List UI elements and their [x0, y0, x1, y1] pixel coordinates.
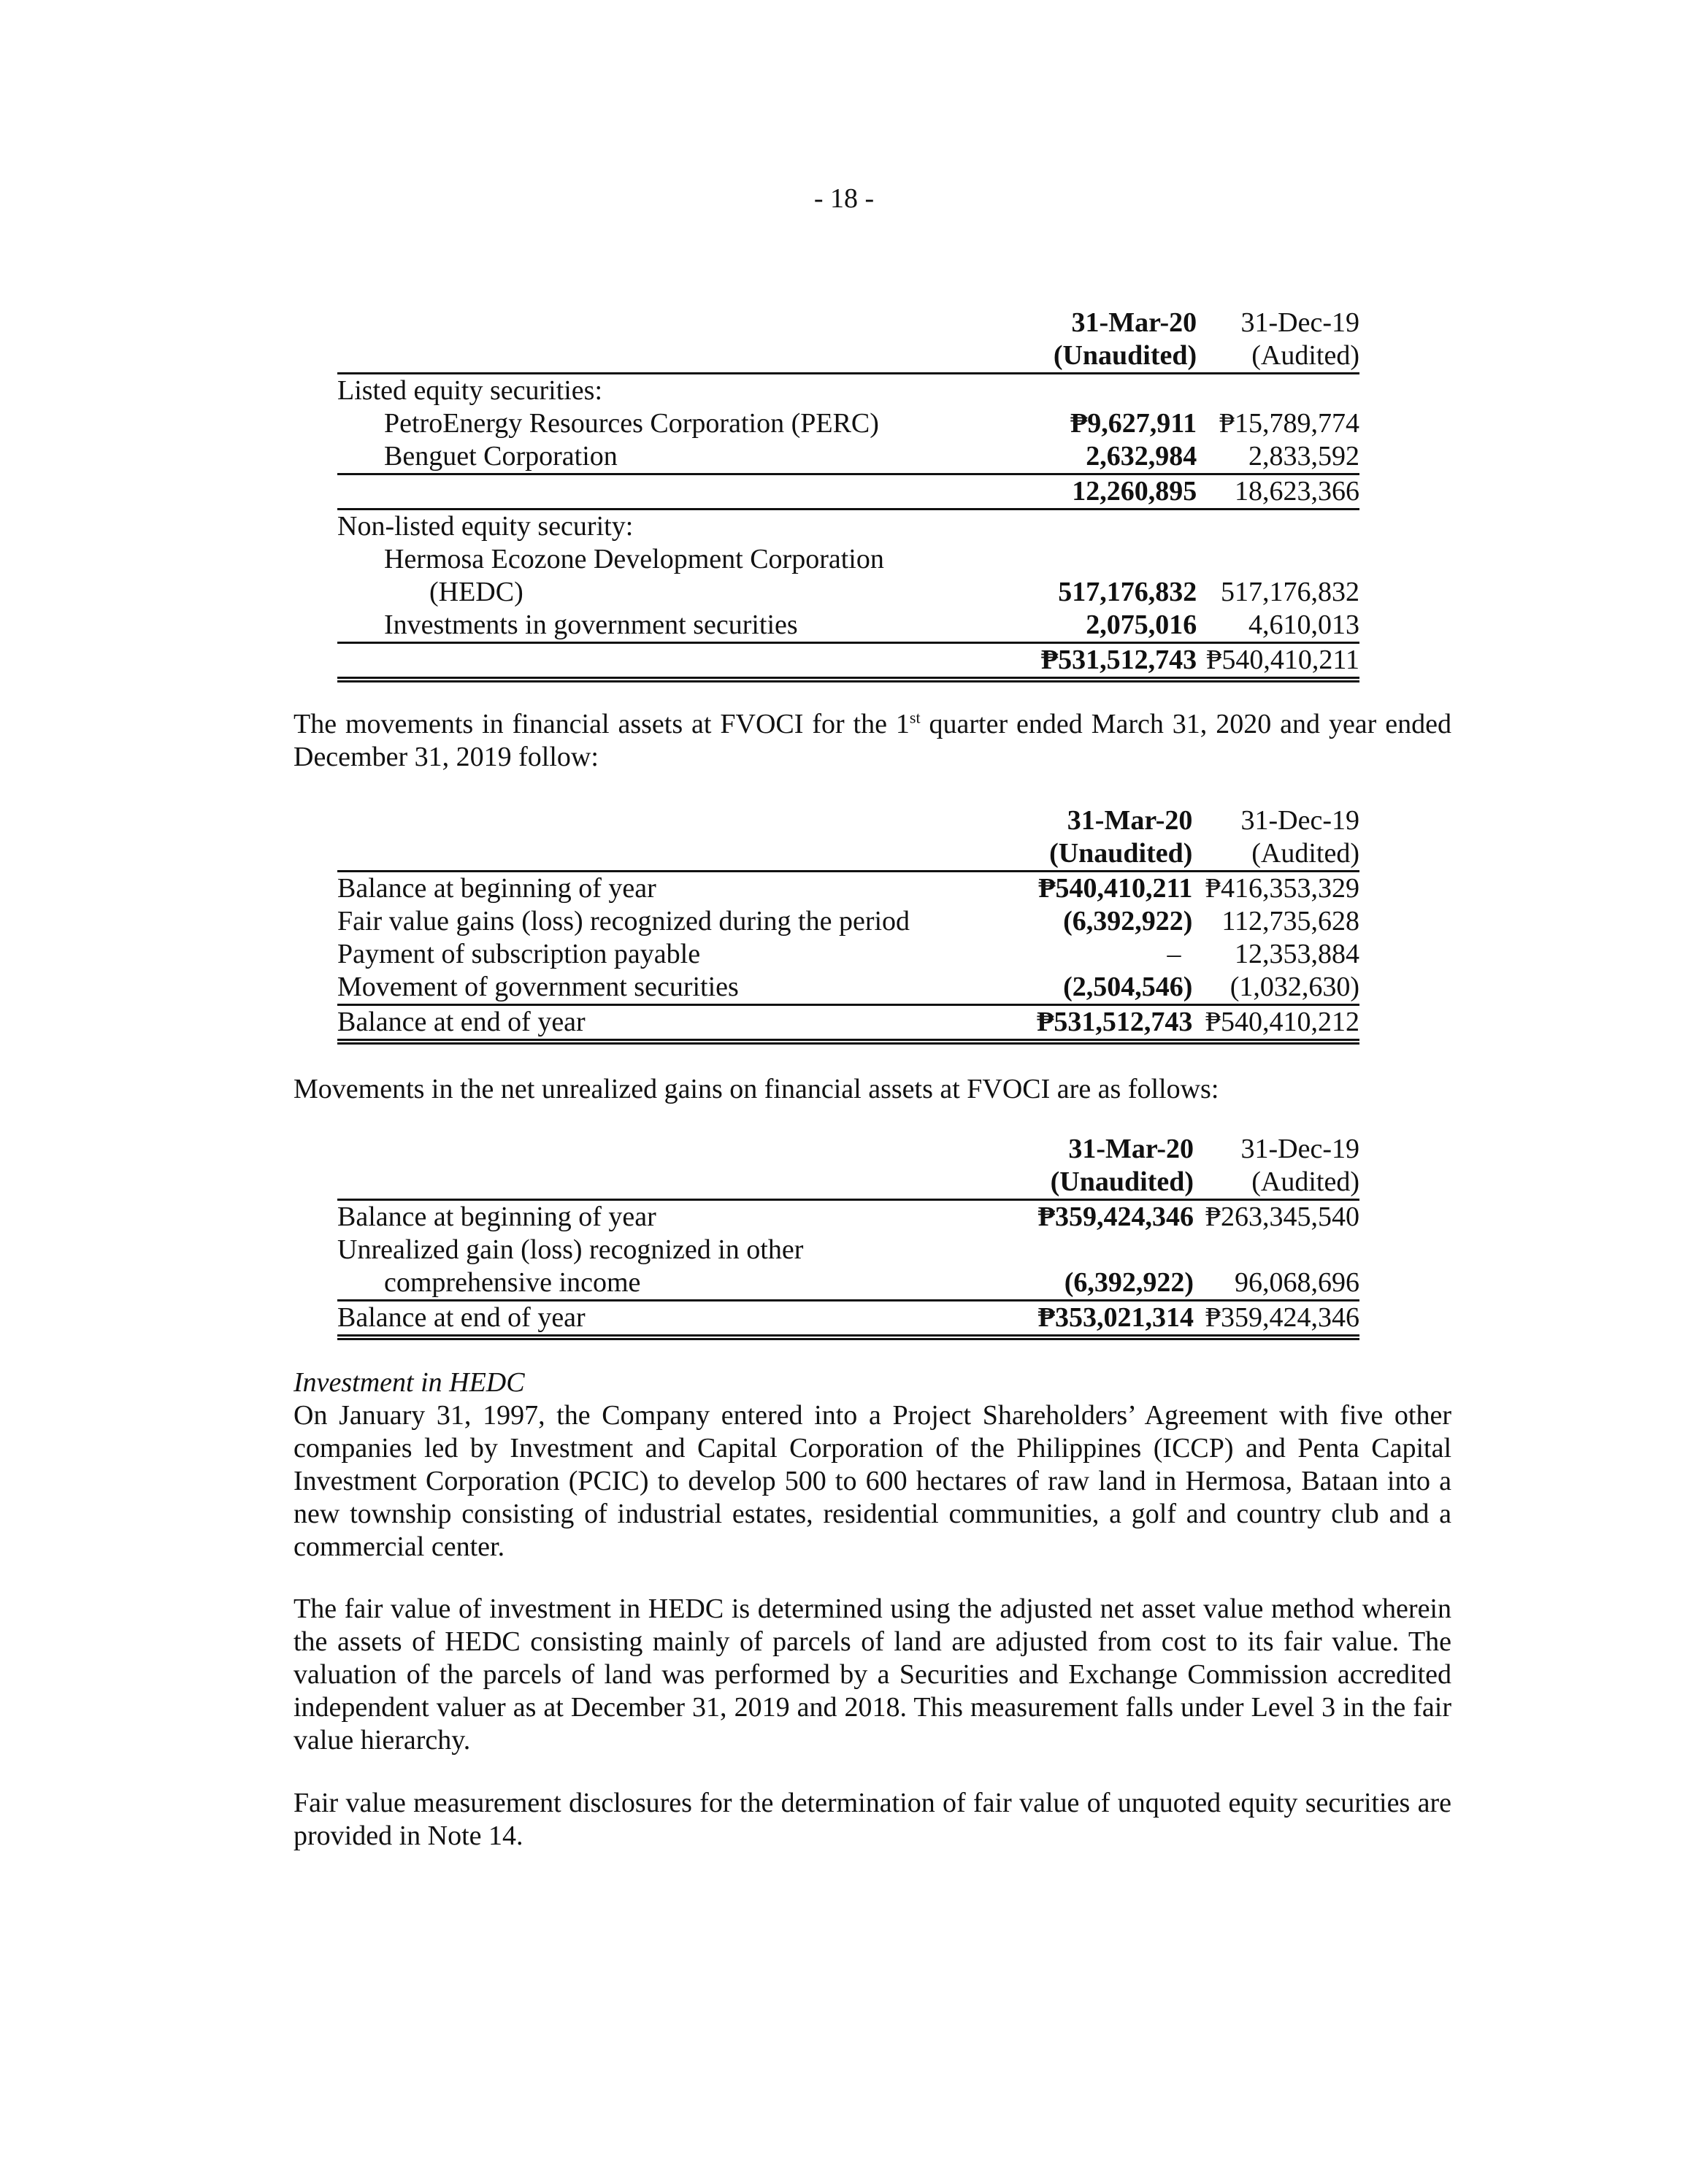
- intro-text-a: The movements in financial assets at FVOCI for the 1: [294, 709, 910, 739]
- gov-value-prior: 4,610,013: [1248, 610, 1359, 640]
- total-prior: ₱359,424,346: [1194, 1301, 1359, 1338]
- row-value-current: ₱540,410,211: [1038, 873, 1193, 904]
- table-row: [337, 905, 1359, 938]
- table-row: [337, 609, 1359, 643]
- total-row: [337, 643, 1359, 680]
- total-current: ₱531,512,743: [994, 1005, 1192, 1042]
- total-label: Balance at end of year: [337, 1301, 1009, 1338]
- row-label-line1: Unrealized gain (loss) recognized in other: [337, 1234, 804, 1265]
- row-value-current: (6,392,922): [1063, 906, 1193, 937]
- total-current: ₱531,512,743: [1019, 643, 1197, 680]
- hedc-fair-value-paragraph: The fair value of investment in HEDC is determined using the adjusted net asset value method wherein the assets of HEDC consisting mainly of parcels of land are adjusted from cost to its fair value. The valuation of the parcels of land was performed by a Securities and Exchange Commission accredited independent valuer as at December 31, 2019 and 2018. This measurement falls under Level 3 in the fair value hierarchy.: [294, 1593, 1451, 1756]
- row-label: PetroEnergy Resources Corporation (PERC): [384, 408, 879, 439]
- col1-header-status: (Unaudited): [1009, 1166, 1194, 1200]
- table-row: [337, 407, 1359, 440]
- row-label: Fair value gains (loss) recognized during the period: [337, 906, 910, 937]
- subtotal-current: 12,260,895: [1019, 474, 1197, 510]
- row-value-prior: ₱263,345,540: [1205, 1201, 1359, 1232]
- col1-header-date: 31-Mar-20: [1071, 307, 1197, 338]
- section-heading: Investment in HEDC: [294, 1367, 525, 1398]
- fvoci-movements-table: [337, 804, 1359, 1045]
- gov-value-current: 2,075,016: [1086, 610, 1197, 640]
- total-prior: ₱540,410,211: [1197, 643, 1359, 680]
- col1-header-status: (Unaudited): [1019, 339, 1197, 374]
- col1-header-date: 31-Mar-20: [1068, 1134, 1194, 1164]
- hedc-value-prior: 517,176,832: [1221, 577, 1359, 607]
- row-label: Payment of subscription payable: [337, 939, 701, 969]
- row-label: Balance at beginning of year: [337, 873, 656, 904]
- unrealized-gains-intro: Movements in the net unrealized gains on financial assets at FVOCI are as follows:: [294, 1074, 1219, 1104]
- table-row: [337, 971, 1359, 1005]
- col2-header-date: 31-Dec-19: [1240, 307, 1359, 338]
- total-current: ₱353,021,314: [1009, 1301, 1194, 1338]
- hedc-agreement-paragraph: On January 31, 1997, the Company entered into a Project Shareholders’ Agreement with five other companies led by Investment and Capital Corporation of the Philippines (ICCP) and Penta Capital Investment Corporation (PCIC) to develop 500 to 600 hectares of raw land in Hermosa, Bataan into a new township consisting of industrial estates, residential communities, a golf and country club and a commercial center.: [294, 1400, 1451, 1562]
- hedc-label-line2: (HEDC): [429, 577, 523, 607]
- hedc-value-current: 517,176,832: [1058, 577, 1197, 607]
- total-label: Balance at end of year: [337, 1005, 994, 1042]
- gov-label: Investments in government securities: [384, 610, 798, 640]
- row-label: Balance at beginning of year: [337, 1201, 656, 1232]
- nonlisted-heading: Non-listed equity security:: [337, 511, 634, 542]
- fair-value-disclosure-paragraph: Fair value measurement disclosures for the determination of fair value of unquoted equity securities are provided in Note 14.: [294, 1788, 1451, 1851]
- table-row: [337, 1200, 1359, 1234]
- row-value-current: 2,632,984: [1086, 441, 1197, 472]
- col2-header-date: 31-Dec-19: [1240, 805, 1359, 836]
- total-row: [337, 1301, 1359, 1338]
- table-row: [337, 938, 1359, 971]
- row-value-prior: ₱15,789,774: [1219, 408, 1359, 439]
- row-value-current: ₱9,627,911: [1070, 408, 1197, 439]
- row-label-line2: comprehensive income: [384, 1267, 641, 1298]
- row-label: Benguet Corporation: [384, 441, 618, 472]
- table-row: [337, 872, 1359, 906]
- col2-header-date: 31-Dec-19: [1240, 1134, 1359, 1164]
- row-value-current: ₱359,424,346: [1037, 1201, 1194, 1232]
- fvoci-movements-intro: [294, 708, 1451, 774]
- subtotal-row: [337, 474, 1359, 510]
- row-value-current: (6,392,922): [1064, 1267, 1194, 1298]
- intro-text-b: quarter ended March 31, 2020 and year ended December 31, 2019 follow:: [294, 709, 1451, 772]
- col2-header-status: (Audited): [1192, 837, 1359, 872]
- row-label: Movement of government securities: [337, 972, 739, 1002]
- col2-header-status: (Audited): [1197, 339, 1359, 374]
- listed-heading: Listed equity securities:: [337, 375, 603, 406]
- table-row: [337, 576, 1359, 609]
- row-value-prior: 2,833,592: [1248, 441, 1359, 472]
- intro-superscript: st: [909, 708, 921, 727]
- total-row: [337, 1005, 1359, 1042]
- row-value-prior: 12,353,884: [1235, 939, 1359, 969]
- col2-header-status: (Audited): [1194, 1166, 1359, 1200]
- unrealized-gains-table: [337, 1133, 1359, 1340]
- page-number: - 18 -: [813, 183, 875, 214]
- row-value-current: –: [1167, 939, 1181, 969]
- col1-header-date: 31-Mar-20: [1067, 805, 1193, 836]
- row-value-prior: 112,735,628: [1221, 906, 1359, 937]
- row-value-prior: (1,032,630): [1229, 972, 1359, 1002]
- col1-header-status: (Unaudited): [994, 837, 1192, 872]
- subtotal-prior: 18,623,366: [1197, 474, 1359, 510]
- hedc-label-line1: Hermosa Ecozone Development Corporation: [384, 544, 884, 574]
- total-prior: ₱540,410,212: [1192, 1005, 1359, 1042]
- row-value-prior: 96,068,696: [1235, 1267, 1359, 1298]
- row-value-current: (2,504,546): [1063, 972, 1193, 1002]
- table-row: [337, 440, 1359, 474]
- row-value-prior: ₱416,353,329: [1205, 873, 1359, 904]
- equity-securities-table: [337, 307, 1359, 682]
- table-row: [337, 1266, 1359, 1301]
